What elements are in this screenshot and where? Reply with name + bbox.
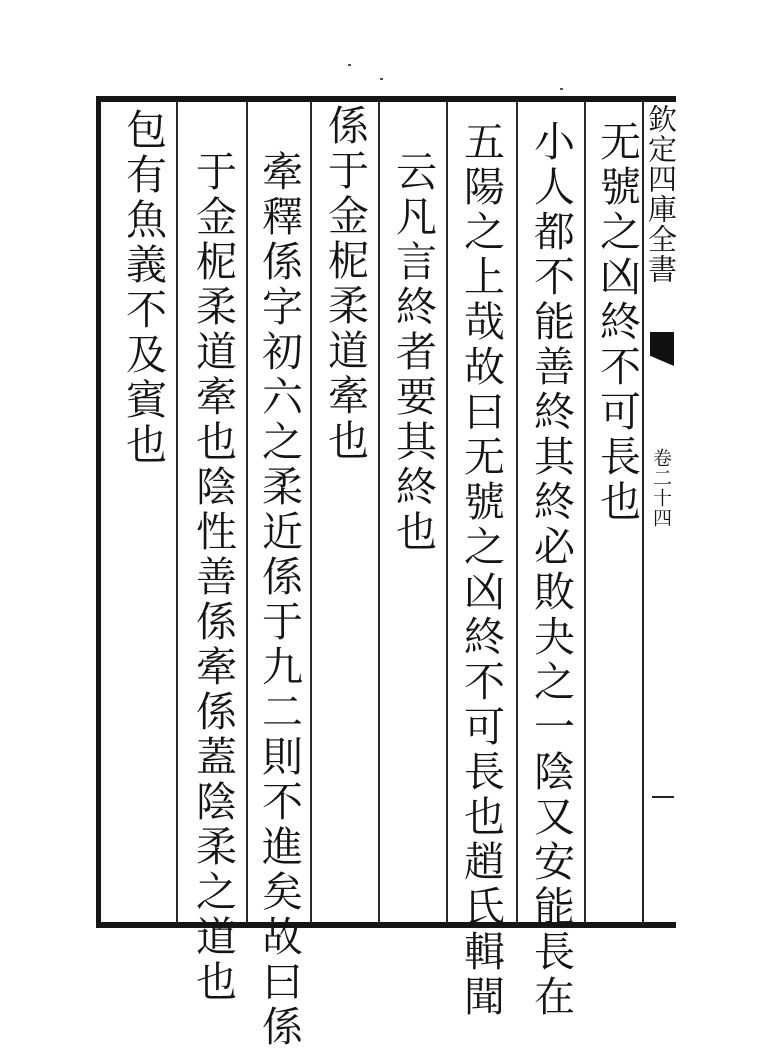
column-rule <box>378 102 380 922</box>
scan-speck <box>380 78 383 80</box>
column-rule <box>584 102 586 922</box>
text-column-2: 小人都不能善終其終必敗夬之一陰又安能長在 <box>527 120 575 1020</box>
margin-divider <box>652 796 674 798</box>
column-rule <box>310 102 312 922</box>
scan-speck <box>348 64 351 66</box>
text-column-1: 无號之凶終不可長也 <box>593 120 641 525</box>
text-column-3: 五陽之上哉故曰无號之凶終不可長也趙氏輯聞 <box>457 120 505 1020</box>
volume-label: 卷二十四 <box>650 448 672 528</box>
text-column-5: 係于金柅柔道牽也 <box>321 104 369 464</box>
column-rule <box>176 102 178 922</box>
page-frame <box>96 96 676 928</box>
column-rule <box>516 102 518 922</box>
column-rule <box>446 102 448 922</box>
column-rule <box>246 102 248 922</box>
text-column-8: 包有魚義不及賓也 <box>119 108 167 468</box>
book-title: 欽定四庫全書 <box>644 104 678 284</box>
text-column-4: 云凡言終者要其終也 <box>389 150 437 555</box>
text-column-7: 于金柅柔道牽也陰性善係牽係蓋陰柔之道也 <box>189 150 237 1005</box>
text-column-6: 牽釋係字初六之柔近係于九二則不進矣故曰係 <box>255 150 303 1050</box>
scan-speck <box>560 88 563 90</box>
